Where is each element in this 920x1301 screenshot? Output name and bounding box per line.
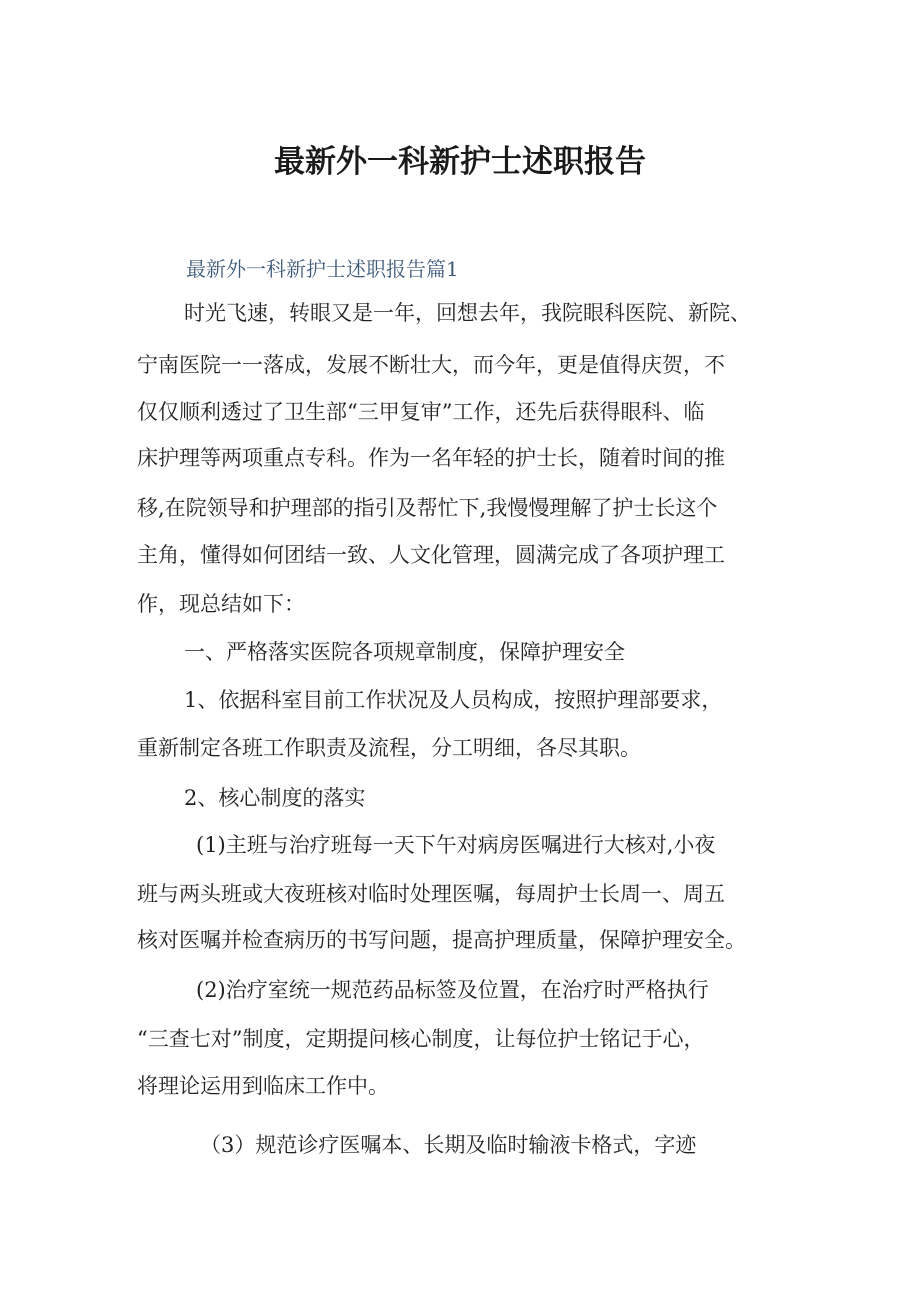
document-subtitle: 最新外一科新护士述职报告篇1: [186, 257, 459, 281]
paragraph-line: 将理论运用到临床工作中。: [137, 1074, 389, 1098]
paragraph-line: （3）规范诊疗医嘱本、长期及临时输液卡格式，字迹: [200, 1133, 697, 1157]
paragraph-line: (2)治疗室统一规范药品标签及位置，在治疗时严格执行: [196, 978, 709, 1002]
paragraph-line: 时光飞速，转眼又是一年，回想去年，我院眼科医院、新院、: [184, 301, 751, 325]
paragraph-line: 作，现总结如下：: [137, 592, 305, 616]
paragraph-line: “三查七对”制度，定期提问核心制度，让每位护士铭记于心，: [137, 1027, 705, 1051]
paragraph-line: 班与两头班或大夜班核对临时处理医嘱，每周护士长周一、周五: [137, 882, 725, 906]
paragraph-line: 床护理等两项重点专科。作为一名年轻的护士长，随着时间的推: [137, 446, 725, 470]
paragraph-line: 1、依据科室目前工作状况及人员构成，按照护理部要求，: [184, 688, 723, 712]
paragraph-line: 重新制定各班工作职责及流程，分工明细，各尽其职。: [137, 736, 641, 760]
document-title: 最新外一科新护士述职报告: [274, 144, 646, 180]
paragraph-line: 主角，懂得如何团结一致、人文化管理，圆满完成了各项护理工: [137, 543, 725, 567]
paragraph-line: (1)主班与治疗班每一天下午对病房医嘱进行大核对,小夜: [196, 833, 716, 857]
paragraph-line: 仅仅顺利透过了卫生部“三甲复审”工作，还先后获得眼科、临: [137, 400, 705, 424]
paragraph-line: 移,在院领导和护理部的指引及帮忙下,我慢慢理解了护士长这个: [137, 496, 718, 520]
paragraph-line: 2、核心制度的落实: [184, 786, 366, 810]
paragraph-line: 核对医嘱并检查病历的书写问题，提高护理质量，保障护理安全。: [137, 928, 746, 952]
paragraph-line: 宁南医院一一落成，发展不断壮大，而今年，更是值得庆贺，不: [137, 353, 725, 377]
section-heading: 一、严格落实医院各项规章制度，保障护理安全: [184, 640, 625, 664]
